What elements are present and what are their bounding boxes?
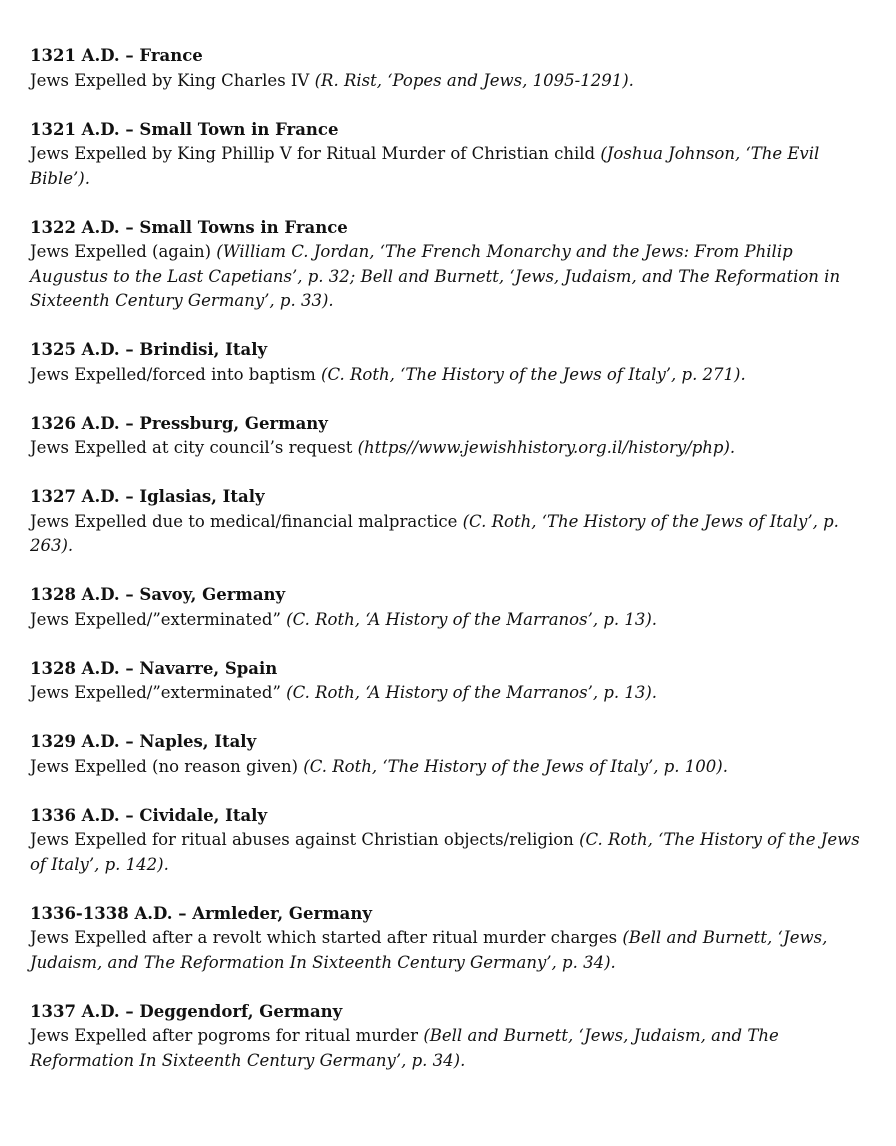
entry-text: Jews Expelled by King Phillip V for Ritual Murder of Christian child: [30, 144, 596, 163]
entry-description: [30, 363, 870, 388]
entry-description: [30, 681, 870, 706]
entry-description: [30, 69, 870, 94]
entry-1327-iglasias: [30, 485, 870, 559]
entry-text: Jews Expelled/”exterminated”: [30, 683, 281, 702]
entry-description: [30, 240, 870, 314]
entry-1337-deggendorf: [30, 1000, 870, 1074]
entry-text: Jews Expelled at city council’s request: [30, 438, 353, 457]
entry-heading: 1336-1338 A.D. – Armleder, Germany: [30, 903, 372, 923]
entry-1336-1338-armleder: [30, 902, 870, 976]
entry-heading: 1327 A.D. – Iglasias, Italy: [30, 487, 265, 506]
entry-1329-naples: [30, 730, 870, 779]
entry-text: Jews Expelled after a revolt which started after ritual murder charges: [30, 928, 618, 947]
entry-text: Jews Expelled by King Charles IV: [30, 70, 310, 90]
entry-text: Jews Expelled/”exterminated”: [30, 609, 281, 629]
entry-citation: (https//www.jewishhistory.org.il/history/php).: [357, 438, 736, 457]
entry-citation: (C. Roth, ‘The History of the Jews of Italy’, p. 271).: [321, 364, 746, 384]
entry-citation: (C. Roth, ‘The History of the Jews of Italy’, p. 100).: [303, 756, 728, 776]
entry-text: Jews Expelled (again): [30, 242, 212, 261]
entry-citation: (C. Roth, ‘The History of the Jews of Italy’, p. 142).: [30, 830, 860, 874]
entry-citation: (Joshua Johnson, ‘The Evil Bible’).: [30, 144, 820, 188]
entry-description: [30, 755, 870, 780]
entry-citation: (C. Roth, ‘A History of the Marranos’, p. 13).: [286, 609, 658, 629]
entry-1328-savoy: [30, 583, 870, 632]
entry-text: Jews Expelled due to medical/financial malpractice: [30, 511, 458, 531]
entry-text: Jews Expelled for ritual abuses against Christian objects/religion: [30, 830, 574, 849]
document-body: [30, 44, 870, 1098]
entry-citation: (Bell and Burnett, ‘Jews, Judaism, and The Reformation In Sixteenth Century Germany’, p. 34).: [30, 1026, 779, 1070]
entry-1326-pressburg: [30, 412, 870, 461]
entry-heading: 1325 A.D. – Brindisi, Italy: [30, 340, 268, 359]
entry-heading: 1336 A.D. – Cividale, Italy: [30, 805, 268, 825]
entry-citation: (Bell and Burnett, ‘Jews, Judaism, and The Reformation In Sixteenth Century Germany’, p. 34).: [30, 928, 828, 972]
entry-heading: 1329 A.D. – Naples, Italy: [30, 732, 257, 751]
entry-description: [30, 510, 870, 559]
entry-description: [30, 828, 870, 877]
entry-citation: (William C. Jordan, ‘The French Monarchy and the Jews: From Philip Augustus to the Last Capetians’, p. 32; Bell and Burnett, ‘Jews, Judaism, and The Reformation in Sixteenth Century Germany’, p. 33).: [30, 242, 841, 310]
entry-1328-navarre: [30, 657, 870, 706]
entry-heading: 1337 A.D. – Deggendorf, Germany: [30, 1001, 343, 1021]
entry-text: Jews Expelled (no reason given): [30, 756, 299, 776]
entry-description: [30, 436, 870, 461]
entry-citation: (C. Roth, ‘A History of the Marranos’, p. 13).: [286, 683, 658, 702]
entry-1322-small-towns-france: [30, 216, 870, 314]
entry-description: [30, 1024, 870, 1073]
entry-heading: 1321 A.D. – Small Town in France: [30, 119, 339, 139]
entry-heading: 1321 A.D. – France: [30, 46, 203, 65]
entry-text: Jews Expelled/forced into baptism: [30, 364, 316, 384]
entry-1321-small-town-france: [30, 118, 870, 192]
entry-1336-cividale: [30, 804, 870, 878]
entry-heading: 1328 A.D. – Navarre, Spain: [30, 658, 278, 678]
entry-citation: (R. Rist, ‘Popes and Jews, 1095-1291).: [314, 70, 634, 90]
entry-description: [30, 142, 870, 191]
entry-heading: 1328 A.D. – Savoy, Germany: [30, 585, 286, 604]
entry-1321-france: [30, 44, 870, 93]
entry-citation: (C. Roth, ‘The History of the Jews of Italy’, p. 263).: [30, 511, 839, 555]
entry-heading: 1322 A.D. – Small Towns in France: [30, 217, 348, 237]
entry-heading: 1326 A.D. – Pressburg, Germany: [30, 413, 328, 433]
entry-description: [30, 926, 870, 975]
entry-text: Jews Expelled after pogroms for ritual murder: [30, 1026, 419, 1045]
entry-1325-brindisi: [30, 338, 870, 387]
entry-description: [30, 608, 870, 633]
